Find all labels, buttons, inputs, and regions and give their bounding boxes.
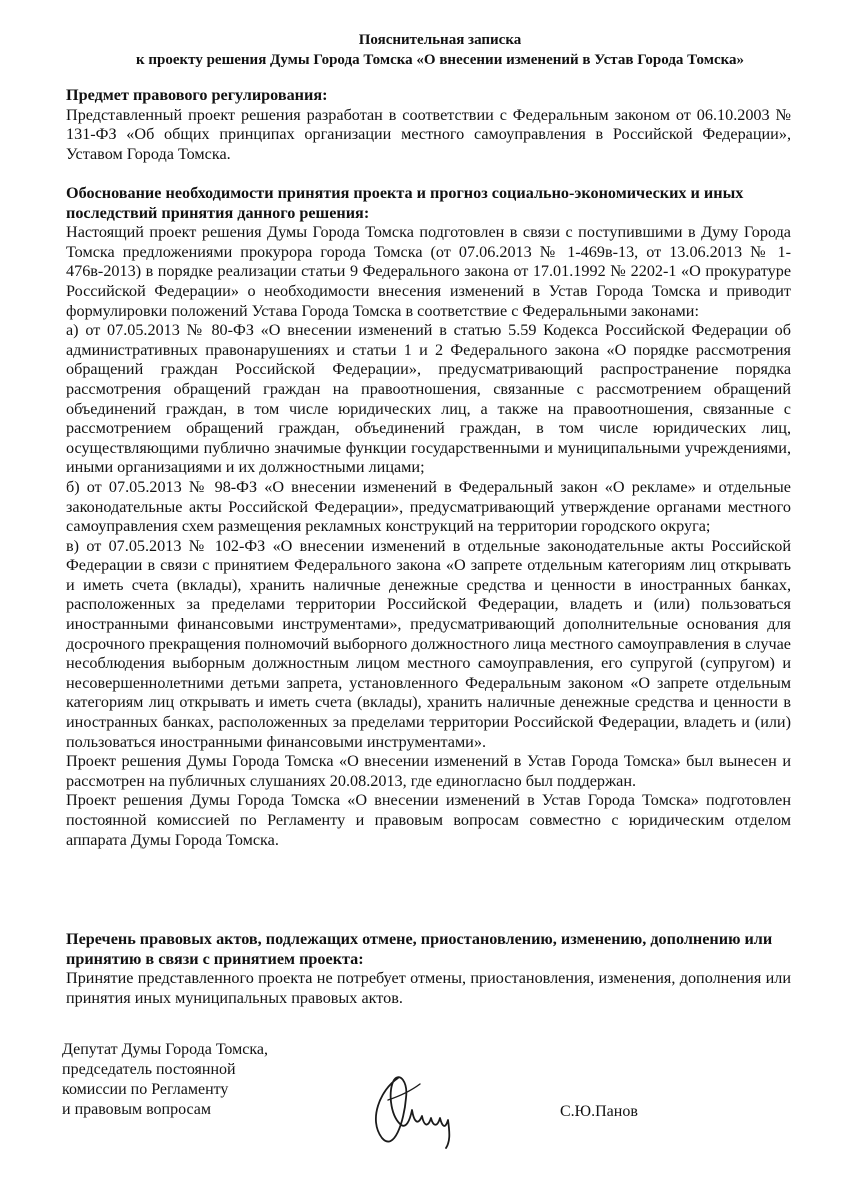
- section-subject: [66, 86, 791, 164]
- justification-item-b: б) от 07.05.2013 № 98-ФЗ «О внесении изменений в Федеральный закон «О рекламе» и отдельные законодательные акты Российской Федерации», предусматривающий утверждение органами местного самоуправления схем размещения рекламных конструкций на территории городского округа;: [66, 477, 791, 536]
- document-subtitle: к проекту решения Думы Города Томска «О внесении изменений в Устав Города Томска»: [135, 52, 745, 68]
- justification-hearings: Проект решения Думы Города Томска «О внесении изменений в Устав Города Томска» был вынесен и рассмотрен на публичных слушаниях 20.08.2013, где единогласно был поддержан.: [66, 752, 791, 790]
- section-acts: [66, 930, 791, 1008]
- document-title: Пояснительная записка: [358, 32, 522, 48]
- position-line: председатель постоянной: [62, 1061, 236, 1078]
- section-acts-text: Принятие представленного проекта не потребует отмены, приостановления, изменения, дополнения или принятия иных муниципальных правовых актов.: [66, 969, 791, 1007]
- justification-intro: Настоящий проект решения Думы Города Томска подготовлен в связи с поступившими в Думу Города Томска предложениями прокурора города Томска (от 07.06.2013 № 1-469в-13, от 13.06.2013 № 1-476в-2013) в порядке реализации статьи 9 Федерального закона от 17.01.1992 № 2202-1 «О прокуратуре Российской Федерации» о необходимости внесения изменений в Устав Города Томска и приводит формулировки положений Устава Города Томска в соответствие с Федеральными законами:: [66, 223, 791, 320]
- section-subject-heading: Предмет правового регулирования:: [66, 86, 328, 104]
- position-line: и правовым вопросам: [62, 1101, 212, 1118]
- section-justification: [66, 184, 791, 850]
- section-justification-heading: Обоснование необходимости принятия проекта и прогноз социально-экономических и иных последствий принятия данного решения:: [66, 184, 744, 222]
- position-line: Депутат Думы Города Томска,: [62, 1041, 268, 1058]
- signer-name: С.Ю.Панов: [560, 1103, 638, 1120]
- section-acts-heading: Перечень правовых актов, подлежащих отмене, приостановлению, изменению, дополнению или принятию в связи с принятием проекта:: [66, 930, 773, 968]
- justification-prepared: Проект решения Думы Города Томска «О внесении изменений в Устав Города Томска» подготовлен постоянной комиссией по Регламенту и правовым вопросам совместно с юридическим отделом аппарата Думы Города Томска.: [66, 791, 791, 849]
- signature-position: [62, 1040, 268, 1120]
- section-subject-text: Представленный проект решения разработан в соответствии с Федеральным законом от 06.10.2003 № 131-ФЗ «Об общих принципах организации местного самоуправления в Российской Федерации», Уставом Города Томска.: [66, 105, 791, 163]
- handwritten-signature: [360, 1060, 470, 1150]
- justification-item-a: а) от 07.05.2013 № 80-ФЗ «О внесении изменений в статью 5.59 Кодекса Российской Федерации об административных правонарушениях и статьи 1 и 2 Федерального закона «О порядке рассмотрения обращений граждан Российской Федерации», предусматривающий распространение порядка рассмотрения обращений граждан на правоотношения, связанные с рассмотрением обращений объединений граждан, в том числе юридических лиц, а также на правоотношения, связанные с рассмотрением обращений граждан, объединений граждан, в том числе юридических лиц, осуществляющими публично значимые функции государственными и муниципальными учреждениями, иными организациями и их должностными лицами;: [66, 321, 791, 477]
- position-line: комиссии по Регламенту: [62, 1081, 229, 1098]
- justification-item-c: в) от 07.05.2013 № 102-ФЗ «О внесении изменений в отдельные законодательные акты Российской Федерации в связи с принятием Федерального закона «О запрете отдельным категориям лиц открывать и иметь счета (вклады), хранить наличные денежные средства и ценности в иностранных банках, расположенных за пределами территории Российской Федерации, владеть и (или) пользоваться иностранными финансовыми инструментами», предусматривающий дополнительные основания для досрочного прекращения полномочий выборного должностного лица местного самоуправления в случае несоблюдения выборным должностным лицом местного самоуправления, его супругой (супругом) и несовершеннолетними детьми запрета, установленного Федеральным законом «О запрете отдельным категориям лиц открывать и иметь счета (вклады), хранить наличные денежные средства и ценности в иностранных банках, расположенных за пределами территории Российской Федерации, владеть и (или) пользоваться иностранными финансовыми инструментами».: [66, 536, 791, 751]
